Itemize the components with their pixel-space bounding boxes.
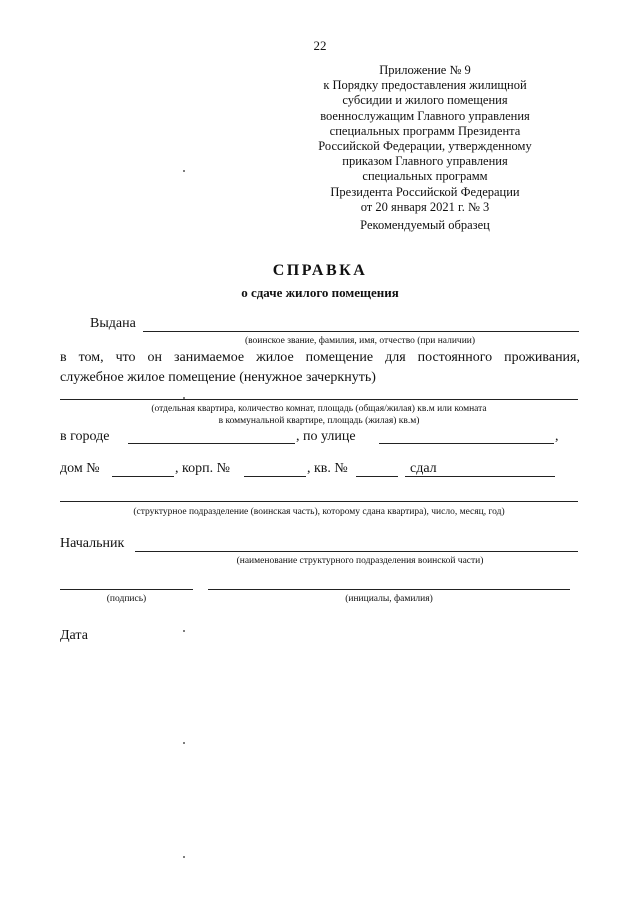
issued-field[interactable] bbox=[143, 331, 579, 332]
handed-over-label: сдал bbox=[410, 461, 437, 476]
house-field[interactable] bbox=[112, 476, 174, 477]
document-title: СПРАВКА bbox=[272, 262, 368, 279]
unit-field[interactable] bbox=[60, 501, 578, 502]
apartment-hint-2: в коммунальной квартире, площадь (жилая) кв.м) bbox=[218, 416, 420, 426]
scan-speck bbox=[183, 397, 185, 399]
city-label: в городе bbox=[60, 429, 110, 444]
body-line-2: служебное жилое помещение (ненужное зачеркнуть) bbox=[60, 370, 376, 385]
chief-hint: (наименование структурного подразделения воинской части) bbox=[236, 556, 484, 566]
signature-field[interactable] bbox=[60, 589, 193, 590]
street-comma: , bbox=[555, 429, 559, 444]
apartment-hint-1: (отдельная квартира, количество комнат, площадь (общая/жилая) кв.м или комната bbox=[151, 404, 487, 414]
apartment-field[interactable] bbox=[60, 399, 578, 400]
chief-label: Начальник bbox=[60, 536, 125, 551]
document-subtitle: о сдаче жилого помещения bbox=[241, 285, 399, 300]
house-label: дом № bbox=[60, 461, 100, 476]
annex-line: от 20 января 2021 г. № 3 bbox=[360, 199, 490, 214]
city-field[interactable] bbox=[128, 443, 295, 444]
initials-hint: (инициалы, фамилия) bbox=[345, 594, 433, 604]
annex-line: Российской Федерации, утвержденному bbox=[318, 139, 532, 154]
building-field[interactable] bbox=[244, 476, 306, 477]
street-label: , по улице bbox=[296, 429, 356, 444]
apartment-number-label: , кв. № bbox=[307, 461, 348, 476]
annex-line: специальных программ bbox=[362, 169, 488, 184]
issued-hint: (воинское звание, фамилия, имя, отчество (при наличии) bbox=[244, 336, 476, 346]
scan-speck bbox=[183, 170, 185, 172]
signature-hint: (подпись) bbox=[106, 594, 147, 604]
annex-line: специальных программ Президента bbox=[329, 123, 521, 138]
issued-label: Выдана bbox=[90, 316, 136, 331]
unit-hint: (структурное подразделение (воинская часть), которому сдана квартира), число, месяц, год) bbox=[133, 507, 505, 517]
street-field[interactable] bbox=[379, 443, 554, 444]
scan-speck bbox=[183, 856, 185, 858]
annex-block bbox=[300, 63, 550, 215]
body-line-1: в том, что он занимаемое жилое помещение для постоянного проживания, bbox=[60, 350, 580, 365]
annex-line: военнослужащим Главного управления bbox=[320, 108, 530, 123]
annex-line: приказом Главного управления bbox=[342, 154, 508, 169]
chief-field[interactable] bbox=[135, 551, 578, 552]
building-label: , корп. № bbox=[175, 461, 230, 476]
annex-line: Приложение № 9 bbox=[379, 63, 471, 77]
annex-line: субсидии и жилого помещения bbox=[342, 93, 508, 108]
annex-line: Президента Российской Федерации bbox=[330, 184, 520, 199]
initials-field[interactable] bbox=[208, 589, 570, 590]
page-number: 22 bbox=[313, 38, 327, 53]
sample-note: Рекомендуемый образец bbox=[360, 218, 490, 232]
scan-speck bbox=[183, 630, 185, 632]
scan-speck bbox=[183, 742, 185, 744]
apartment-number-field[interactable] bbox=[356, 476, 398, 477]
annex-line: к Порядку предоставления жилищной bbox=[323, 78, 527, 93]
handed-over-field[interactable] bbox=[405, 476, 555, 477]
date-label: Дата bbox=[60, 628, 88, 643]
